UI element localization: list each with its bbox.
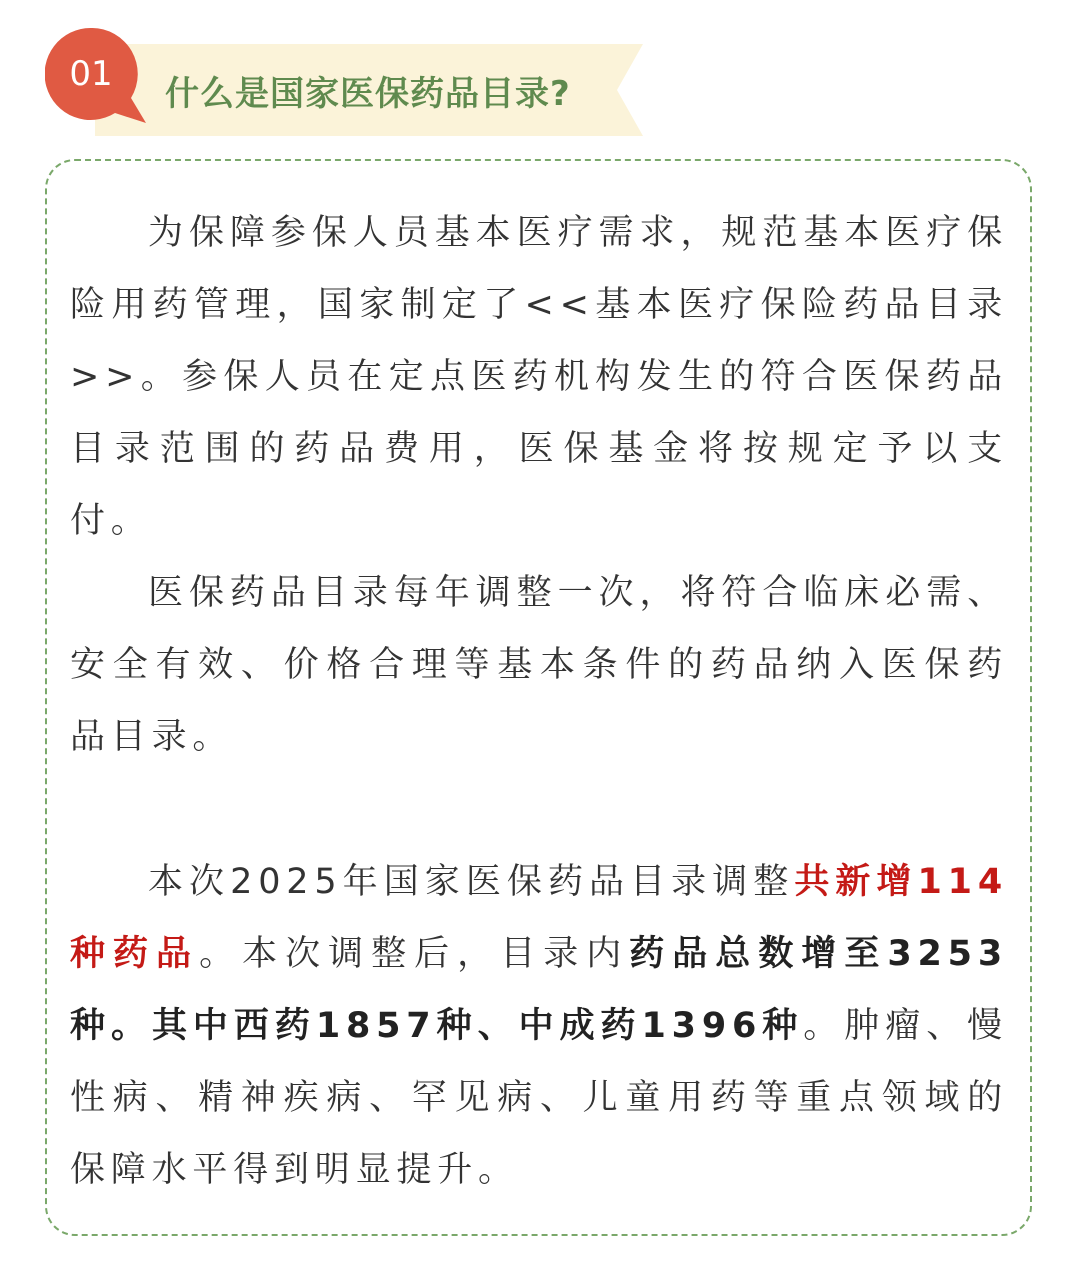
- text-total-drugs-bold: 药品总数增至3253种。其中西药1857种、中成药1396种: [70, 934, 1008, 1046]
- paragraph-annual-adjustment: 医保药品目录每年调整一次，将符合临床必需、安全有效、价格合理等基本条件的药品纳入医保药品目录。: [70, 573, 1008, 757]
- paragraph-catalog-definition: 为保障参保人员基本医疗需求，规范基本医疗保险用药管理，国家制定了<<基本医疗保险药品目录>>。参保人员在定点医药机构发生的符合医保药品目录范围的药品费用，医保基金将按规定予以支付。: [70, 213, 1008, 541]
- text-intro: 本次2025年国家医保药品目录调整: [148, 862, 795, 902]
- section-number-badge: [45, 28, 147, 123]
- text-key-areas: 。肿瘤、慢性病、精神疾病、罕见病、儿童用药等重点领域的保障水平得到明显提升。: [70, 1006, 1008, 1190]
- text-after-adjustment: 。本次调整后，目录内: [199, 934, 630, 974]
- paragraph-2025-adjustment: [70, 846, 1008, 1206]
- text-new-drugs-highlight: 共新增114种药品: [70, 862, 1008, 974]
- section-title: 什么是国家医保药品目录?: [165, 74, 571, 114]
- section-number: 01: [69, 54, 113, 94]
- section-banner: [95, 44, 643, 136]
